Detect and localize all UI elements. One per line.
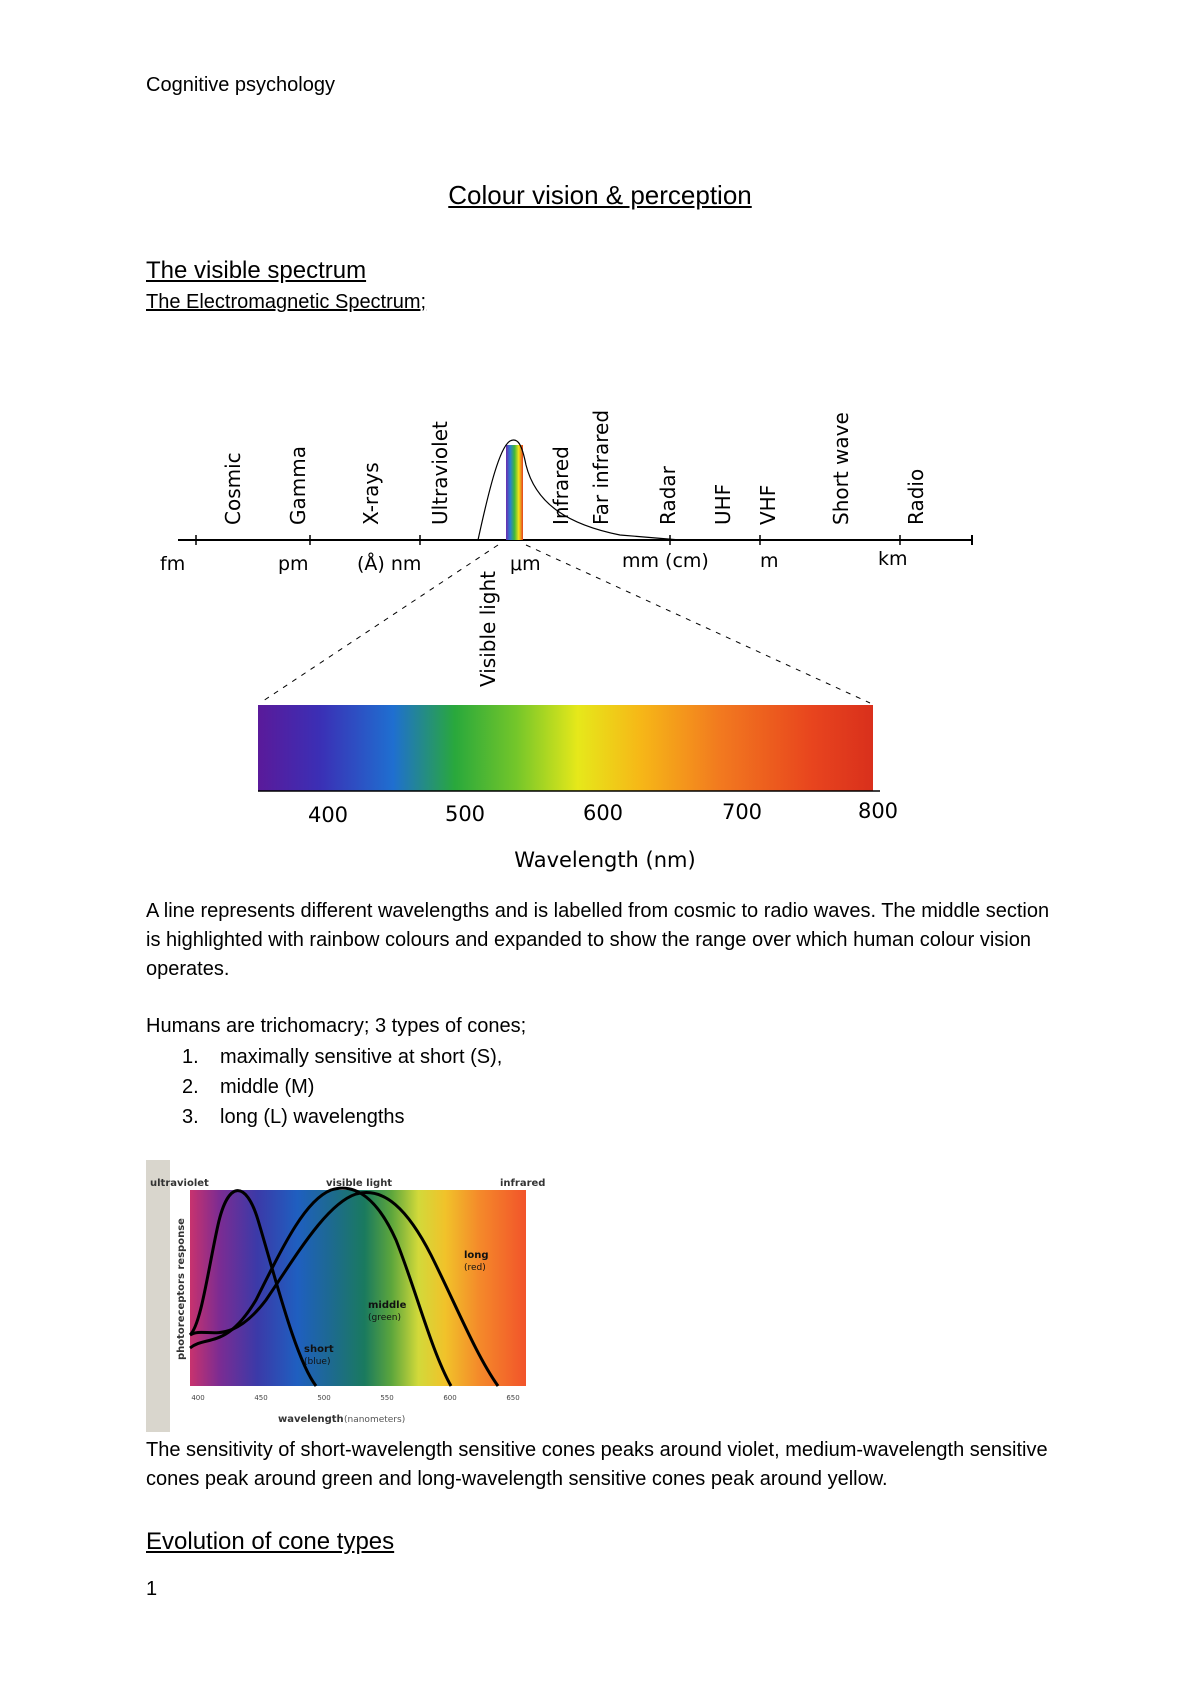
tick-500: 500 bbox=[444, 802, 486, 826]
page-header: Cognitive psychology bbox=[146, 74, 335, 96]
figure-left-strip bbox=[146, 1160, 170, 1432]
page-title: Colour vision & perception bbox=[448, 180, 752, 210]
em-spectrum-figure bbox=[160, 385, 980, 885]
band-label-uhf: UHF bbox=[711, 483, 735, 525]
tick-800: 800 bbox=[857, 799, 899, 823]
scale-label-km: km bbox=[878, 548, 908, 570]
x-axis-unit: (nanometers) bbox=[344, 1415, 406, 1425]
visible-spectrum-bar bbox=[258, 705, 873, 791]
label-ultraviolet: ultraviolet bbox=[150, 1178, 209, 1189]
tick-600: 600 bbox=[582, 801, 624, 825]
tick-700: 700 bbox=[721, 800, 763, 824]
band-label-far-infrared: Far infrared bbox=[589, 409, 613, 525]
scale-label-m: m bbox=[760, 550, 779, 572]
paragraph-cone-sensitivity: The sensitivity of short-wavelength sensitive cones peaks around violet, medium-wavelength sensitive cones peak around green and long-wavelength sensitive cones peak around yellow. bbox=[146, 1439, 1048, 1490]
wavelength-axis-title: Wavelength (nm) bbox=[514, 848, 696, 872]
trichromacy-intro: Humans are trichomacry; 3 types of cones; bbox=[146, 1015, 527, 1037]
band-label-short-wave: Short wave bbox=[829, 412, 853, 525]
label-middle-sub: (green) bbox=[368, 1313, 402, 1323]
visible-light-label: Visible light bbox=[476, 570, 500, 687]
band-label-radar: Radar bbox=[656, 466, 680, 525]
visible-band-highlight bbox=[506, 445, 523, 540]
scale-label-mm: mm (cm) bbox=[622, 550, 709, 572]
label-short-sub: (blue) bbox=[304, 1357, 331, 1367]
label-short: short bbox=[304, 1344, 334, 1355]
label-visible-light: visible light bbox=[326, 1178, 393, 1189]
band-label-cosmic: Cosmic bbox=[221, 452, 245, 525]
page-number: 1 bbox=[146, 1578, 158, 1600]
list-item: 1. maximally sensitive at short (S), bbox=[182, 1046, 503, 1068]
band-label-radio: Radio bbox=[904, 468, 928, 525]
cone-tick-450: 450 bbox=[254, 1394, 268, 1402]
band-label-ultraviolet: Ultraviolet bbox=[428, 421, 452, 525]
scale-label-pm: pm bbox=[278, 553, 309, 575]
band-label-vhf: VHF bbox=[756, 484, 780, 525]
section-heading-evolution: Evolution of cone types bbox=[146, 1528, 395, 1555]
label-long: long bbox=[464, 1250, 489, 1261]
x-axis-label: wavelength bbox=[278, 1414, 344, 1425]
cone-tick-650: 650 bbox=[506, 1394, 520, 1402]
section-heading-visible-spectrum: The visible spectrum bbox=[146, 257, 367, 284]
cone-spectrum-background bbox=[190, 1190, 526, 1386]
cone-sensitivity-figure bbox=[146, 1160, 566, 1432]
cone-tick-500: 500 bbox=[317, 1394, 331, 1402]
cone-type-list bbox=[146, 1042, 502, 1132]
label-infrared: infrared bbox=[500, 1178, 546, 1189]
scale-label-nm: (Å) nm bbox=[357, 553, 422, 575]
band-label-gamma: Gamma bbox=[286, 446, 310, 525]
list-item: 3. long (L) wavelengths bbox=[182, 1106, 405, 1128]
label-middle: middle bbox=[368, 1300, 407, 1311]
cone-tick-550: 550 bbox=[380, 1394, 394, 1402]
subheading-em-spectrum: The Electromagnetic Spectrum; bbox=[146, 291, 427, 313]
tick-400: 400 bbox=[307, 803, 349, 827]
cone-tick-600: 600 bbox=[443, 1394, 457, 1402]
scale-label-um: μm bbox=[510, 553, 541, 575]
scale-label-fm: fm bbox=[160, 553, 186, 575]
band-label-infrared: Infrared bbox=[549, 446, 573, 525]
band-label-xrays: X-rays bbox=[359, 462, 383, 525]
paragraph-em-description: A line represents different wavelengths and is labelled from cosmic to radio waves. The middle section is highlighted with rainbow colours and expanded to show the range over which human colour vision operates. bbox=[146, 900, 1050, 980]
cone-tick-400: 400 bbox=[191, 1394, 205, 1402]
list-item: 2. middle (M) bbox=[182, 1076, 315, 1098]
y-axis-label: photoreceptors response bbox=[176, 1218, 187, 1360]
label-long-sub: (red) bbox=[464, 1263, 486, 1273]
